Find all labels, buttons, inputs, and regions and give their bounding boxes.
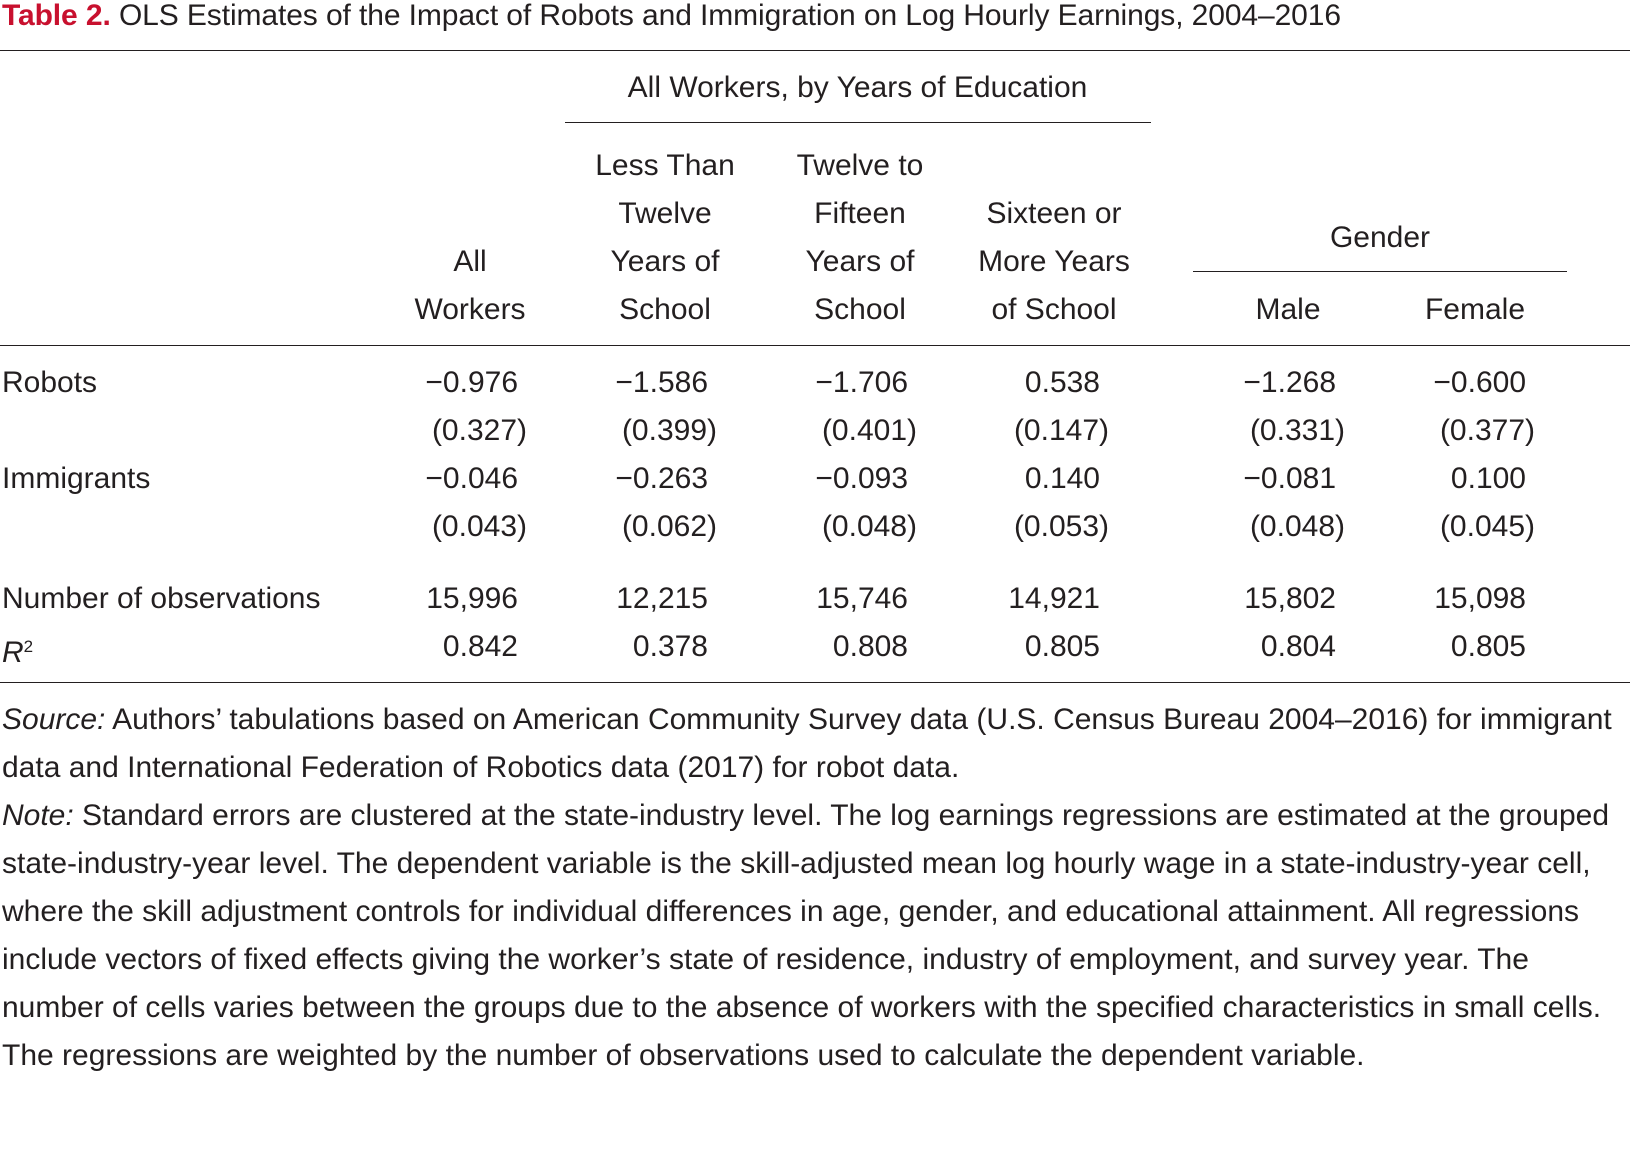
standard-error: (0.053) — [1013, 510, 1109, 543]
row-label-r-squared: $R^2$ — [2, 636, 34, 669]
col-header-less-than-twelve: Less Than Twelve Years of School — [595, 149, 735, 326]
table-cell: 12,215 — [616, 582, 708, 615]
table-cell: −0.046 — [425, 462, 518, 495]
col-header-sixteen-or-more: Sixteen or More Years of School — [978, 197, 1130, 326]
col-header-female: Female — [1424, 293, 1526, 326]
general-note: Note: Standard errors are clustered at the state-industry level. The log earnings regressions are estimated at the grouped state-industry-year level. The dependent variable is the skill-adjusted mean log hourly wage in a state-industry-year cell, where the skill adjustment controls for individual differences in age, gender, and educational attainment. All regressions include vectors of fixed effects giving the worker’s state of residence, industry of employment, and survey year. The number of cells varies between the groups due to the absence of workers with the specified characteristics in small cells. The regressions are weighted by the number of observations used to calculate the dependent variable. — [2, 799, 1610, 1072]
table-cell: 0.842 — [442, 630, 518, 663]
table-cell: 15,996 — [426, 582, 518, 615]
standard-error: (0.048) — [1249, 510, 1345, 543]
header-bottom-rule — [0, 345, 1630, 346]
table-cell: −0.600 — [1433, 366, 1526, 399]
table-cell: 15,802 — [1244, 582, 1336, 615]
table-cell: 0.140 — [1024, 462, 1100, 495]
table-cell: 14,921 — [1008, 582, 1100, 615]
table-cell: 15,098 — [1434, 582, 1526, 615]
standard-error: (0.045) — [1439, 510, 1535, 543]
table-cell: 0.805 — [1450, 630, 1526, 663]
table-number: Table 2. — [2, 0, 111, 32]
table-cell: −0.093 — [815, 462, 908, 495]
table-cell: −0.976 — [425, 366, 518, 399]
table-cell: 15,746 — [816, 582, 908, 615]
standard-error: (0.327) — [431, 414, 527, 447]
top-rule — [0, 50, 1630, 51]
table-cell: 0.100 — [1450, 462, 1526, 495]
table-title — [2, 0, 1341, 36]
standard-error: (0.401) — [821, 414, 917, 447]
table-cell: −1.586 — [615, 366, 708, 399]
source-note: Source: Authors’ tabulations based on American Community Survey data (U.S. Census Bureau 2004–2016) for immigrant data and International Federation of Robotics data (2017) for robot data. — [2, 703, 1612, 784]
table-cell: 0.808 — [832, 630, 908, 663]
row-label-observations: Number of observations — [2, 582, 321, 615]
table-cell: 0.804 — [1260, 630, 1336, 663]
gender-group-rule — [1193, 271, 1567, 272]
table-cell: 0.805 — [1024, 630, 1100, 663]
col-header-all-workers: All Workers — [414, 245, 526, 326]
standard-error: (0.331) — [1249, 414, 1345, 447]
row-label-robots: Robots — [2, 366, 98, 399]
education-group-header: All Workers, by Years of Education — [627, 71, 1088, 104]
col-header-male: Male — [1255, 293, 1321, 326]
table-cell: −0.263 — [615, 462, 708, 495]
education-group-rule — [565, 122, 1151, 123]
row-label-immigrants: Immigrants — [2, 462, 151, 495]
standard-error: (0.377) — [1439, 414, 1535, 447]
standard-error: (0.147) — [1013, 414, 1109, 447]
col-header-twelve-to-fifteen: Twelve to Fifteen Years of School — [796, 149, 924, 326]
gender-group-header: Gender — [1329, 221, 1431, 254]
table-footnotes — [2, 696, 1627, 1080]
table-cell: −1.706 — [815, 366, 908, 399]
table-cell: 0.378 — [632, 630, 708, 663]
table-cell: −1.268 — [1243, 366, 1336, 399]
standard-error: (0.062) — [621, 510, 717, 543]
standard-error: (0.043) — [431, 510, 527, 543]
table-cell: 0.538 — [1024, 366, 1100, 399]
table-caption: OLS Estimates of the Impact of Robots and Immigration on Log Hourly Earnings, 2004–2016 — [118, 0, 1341, 32]
standard-error: (0.048) — [821, 510, 917, 543]
table-bottom-rule — [0, 682, 1630, 683]
table-cell: −0.081 — [1243, 462, 1336, 495]
standard-error: (0.399) — [621, 414, 717, 447]
